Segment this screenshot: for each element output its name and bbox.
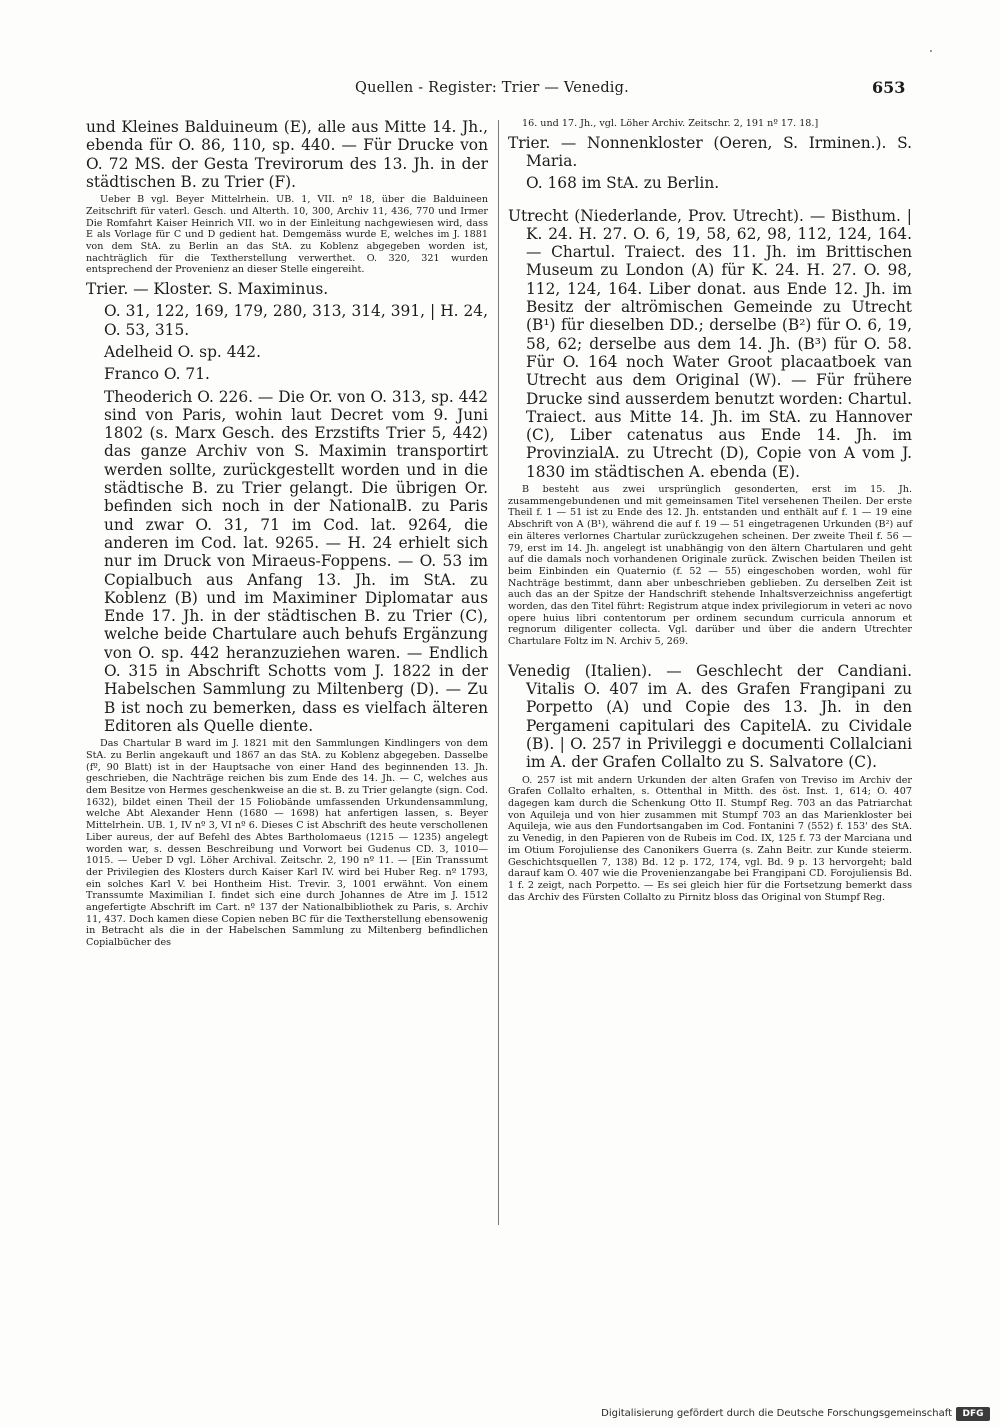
left-column (86, 118, 488, 953)
footnote-balduineum: Ueber B vgl. Beyer Mittelrhein. UB. 1, VII. nº 18, über die Balduineen Zeitschrift für vaterl. Gesch. und Alterth. 10, 300, Archiv 11, 436, 770 und Irmer Die Romfahrt Kaiser Heinrich VII. wo in der Einleitung nachgewiesen wird, dass E als Vorlage für C und D gedient hat. Demgemäss wurde E, welches im J. 1881 von dem StA. zu Berlin an das StA. zu Koblenz abgegeben worden ist, nachträglich für die Textherstellung verwerthet. O. 320, 321 wurden entsprechend der Provenienz an dieser Stelle eingereiht. (86, 194, 488, 276)
footnote-chartular-b: Das Chartular B ward im J. 1821 mit den Sammlungen Kindlingers von dem StA. zu Berlin angekauft und 1867 an das StA. zu Koblenz abgegeben. Dasselbe (fº, 90 Blatt) ist in der Hauptsache von einer Hand des beginnenden 13. Jh. geschrieben, die Nachträge reichen bis zum Ende des 14. Jh. — C, welches aus dem Besitze von Hermes geschenkweise an die st. B. zu Trier gelangte (sign. Cod. 1632), bildet einen Theil der 15 Foliobände umfassenden Urkundensammlung, welche Abt Alexander Henn (1680 — 1698) hat anfertigen lassen, s. Beyer Mittelrhein. UB. 1, IV nº 3, VI nº 6. Dieses C ist Abschrift des heute verschollenen Liber aureus, der auf Befehl des Abtes Bartholomaeus (1215 — 1235) angelegt worden war, s. dessen Beschreibung und Vorwort bei Gudenus CD. 3, 1010—1015. — Ueber D vgl. Löher Archival. Zeitschr. 2, 190 nº 11. — [Ein Transsumt der Privilegien des Klosters durch Kaiser Karl IV. wird bei Huber Reg. nº 1793, ein solches Karl V. bei Hontheim Hist. Trevir. 3, 1001 erwähnt. Von einem Transsumte Maximilian I. findet sich eine durch Johannes de Atre im J. 1512 angefertigte Abschrift im Cart. nº 137 der Nationalbibliothek zu Paris, s. Archiv 11, 437. Doch kamen diese Copien neben BC für die Textherstellung ebensowenig in Betracht als die in der Habelschen Sammlung zu Miltenberg befindlichen Copialbücher des (86, 738, 488, 949)
page-number: 653 (872, 78, 906, 97)
entry-line-franco: Franco O. 71. (104, 365, 210, 384)
entry-line-adelheid: Adelheid O. sp. 442. (104, 343, 261, 361)
dfg-logo: DFG (956, 1407, 990, 1421)
entry-venedig: Venedig (Italien). — Geschlecht der Candiani. Vitalis O. 407 im A. des Grafen Frangipani zu Porpetto (A) und Copie des 13. Jh. in den Pergameni capitulari des CapitelA. zu Cividale (B). | O. 257 in Privileggi e documenti Collalciani im A. der Grafen Collalto zu S. Salvatore (C). (508, 661, 912, 772)
footnote-utrecht: B besteht aus zwei ursprünglich gesonderten, erst im 15. Jh. zusammengebundenen und mit gemeinsamen Titel versehenen Theilen. Der erste Theil f. 1 — 51 ist zu Ende des 12. Jh. entstanden und enthält auf f. 1 — 19 eine Abschrift von A (B¹), während die auf f. 19 — 51 eingetragenen Urkunden (B²) auf ein älteres verlornes Chartular zurückzugehen scheinen. Der zweite Theil f. 56 — 79, erst im 14. Jh. angelegt ist unabhängig von den ältern Chartularen und geht auf die damals noch vorhandenen Originale zurück. Zwischen beiden Theilen ist beim Einbinden ein Quaternio (f. 52 — 55) eingeschoben worden, wohl für Nachträge bestimmt, dann aber unbeschrieben geblieben. Zu derselben Zeit ist auch das an der Spitze der Handschrift stehende Inhaltsverzeichniss angefertigt worden, das den Titel führt: Registrum atque index privilegiorum in veteri ac novo opere huius libri contentorum per ordinem secundum curricula annorum et regnorum diligenter collecta. Vgl. darüber und über die andern Utrechter Chartulare Foltz im N. Archiv 5, 269. (508, 484, 912, 648)
scan-speck (930, 50, 932, 52)
header-title: Quellen - Register: Trier — Venedig. (355, 80, 629, 96)
digitization-footer (601, 1407, 990, 1423)
paragraph-continuation: und Kleines Balduineum (E), alle aus Mitte 14. Jh., ebenda für O. 86, 110, sp. 440. — Für Drucke von O. 72 MS. der Gesta Trevirorum des 13. Jh. in der städtischen B. zu Trier (F). (86, 118, 488, 191)
entry-utrecht: Utrecht (Niederlande, Prov. Utrecht). — Bisthum. | K. 24. H. 27. O. 6, 19, 58, 62, 98, 112, 124, 164. — Chartul. Traiect. des 11. Jh. im Brittischen Museum zu London (A) für K. 24. H. 27. O. 98, 112, 124, 164. Liber donat. aus Ende 12. Jh. im Besitz der altrömischen Gemeinde zu Utrecht (B¹) für dieselben DD.; derselbe (B²) für O. 6, 19, 58, 62; derselbe aus dem 14. Jh. (B³) für O. 58. Für O. 164 noch Water Groot placaatboek van Utrecht aus dem Original (W). — Für frühere Drucke sind ausserdem benutzt worden: Chartul. Traiect. aus Mitte 14. Jh. im StA. zu Hannover (C), Liber catenatus aus Ende 14. Jh. im ProvinzialA. zu Utrecht (D), Copie von A vom J. 1830 im städtischen A. ebenda (E). (508, 206, 912, 481)
column-divider (498, 120, 499, 1225)
entry-line-ids: O. 31, 122, 169, 179, 280, 313, 314, 391, | H. 24, O. 53, 315. (104, 302, 488, 339)
running-header (0, 76, 1000, 106)
entry-heading-nonnenkloster: Trier. — Nonnenkloster (Oeren, S. Irminen.). S. Maria. (508, 133, 912, 170)
right-column (508, 118, 912, 907)
entry-line-berlin: O. 168 im StA. zu Berlin. (526, 174, 720, 193)
footer-text: Digitalisierung gefördert durch die Deutsche Forschungsgemeinschaft (601, 1408, 952, 1419)
footnote-continuation: 16. und 17. Jh., vgl. Löher Archiv. Zeitschr. 2, 191 nº 17. 18.] (522, 118, 819, 129)
entry-heading-maximinus: Trier. — Kloster. S. Maximinus. (86, 280, 329, 299)
paragraph-theoderich: Theoderich O. 226. — Die Or. von O. 313, sp. 442 sind von Paris, wohin laut Decret vom 9. Juni 1802 (s. Marx Gesch. des Erzstifts Trier 5, 442) das ganze Archiv von S. Maximin transportirt werden sollte, zurückgestellt worden und in die städtische B. zu Trier gelangt. Die übrigen Or. befinden sich noch in der NationalB. zu Paris und zwar O. 31, 71 im Cod. lat. 9264, die anderen im Cod. lat. 9265. — H. 24 erhielt sich nur im Druck von Miraeus-Foppens. — O. 53 im Copialbuch aus Anfang 13. Jh. im StA. zu Koblenz (B) und im Maximiner Diplomatar aus Ende 17. Jh. in der städtischen B. zu Trier (C), welche beide Chartulare auch behufs Ergänzung von O. sp. 442 heranzuziehen waren. — Endlich O. 315 in Abschrift Schotts vom J. 1822 in der Habelschen Sammlung zu Miltenberg (D). — Zu B ist noch zu bemerken, dass es vielfach älteren Editoren als Quelle diente. (104, 387, 488, 735)
footnote-venedig: O. 257 ist mit andern Urkunden der alten Grafen von Treviso im Archiv der Grafen Collalto erhalten, s. Ottenthal in Mitth. des öst. Inst. 1, 614; O. 407 dagegen kam durch die Schenkung Otto II. Stumpf Reg. 703 an das Patriarchat von Aquileja und von hier zusammen mit Stumpf 703 an das Marienkloster bei Aquileja, wie aus den Fundortsangaben im Cod. Fontanini 7 (552) f. 153' des StA. zu Venedig, in den Papieren von de Rubeis im Cod. IX, 125 f. 73 der Marciana und im Otium Forojuliense des Canonikers Guerra (s. Zahn Beitr. zur Kunde steierm. Geschichtsquellen 7, 138) Bd. 12 p. 172, 174, vgl. Bd. 9 p. 13 hervorgeht; bald darauf kam O. 407 wie die Provenienzangabe bei Frangipani CD. Forojuliensis Bd. 1 f. 2 zeigt, nach Porpetto. — Es sei gleich hier für die Fortsetzung bemerkt dass das Archiv des Fürsten Collalto zu Pirnitz bloss das Original von Stumpf Reg. (508, 774, 912, 903)
